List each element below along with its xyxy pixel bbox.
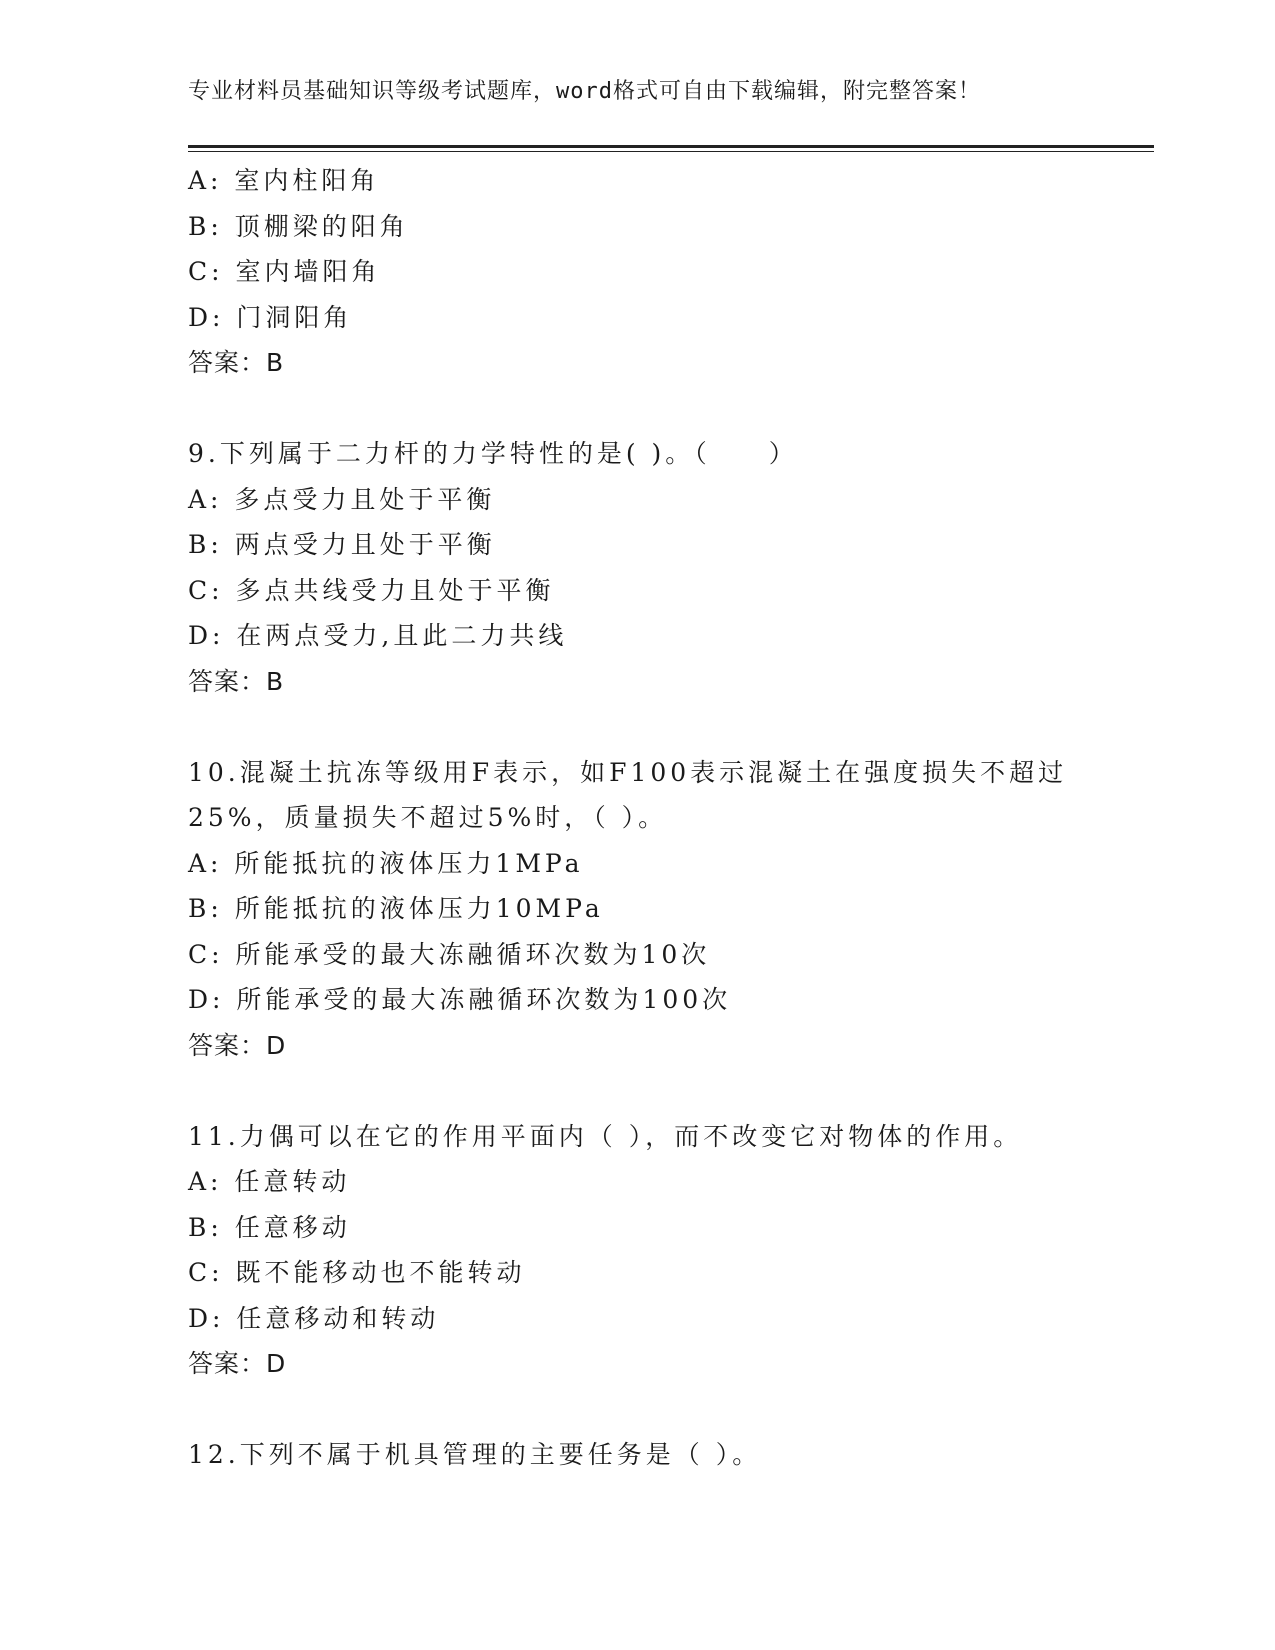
option-d: D: 在两点受力,且此二力共线 xyxy=(188,621,568,650)
option-a: A: 所能抵抗的液体压力1MPa xyxy=(188,848,584,878)
answer-line: 答案：D xyxy=(188,1349,287,1378)
option-d: D: 所能承受的最大冻融循环次数为100次 xyxy=(188,985,732,1014)
question-block-12 xyxy=(188,1432,1088,1478)
question-list xyxy=(188,158,1088,1478)
block-gap xyxy=(188,704,1088,750)
option-c: C: 既不能移动也不能转动 xyxy=(188,1258,526,1287)
question-text: 10.混凝土抗冻等级用F表示，如F100表示混凝土在强度损失不超过 xyxy=(188,757,1068,787)
question-block-9 xyxy=(188,431,1088,704)
block-gap xyxy=(188,1068,1088,1114)
question-text: 9.下列属于二力杆的力学特性的是( )。（ ） xyxy=(188,439,798,468)
answer-line: 答案：D xyxy=(188,1030,287,1060)
question-block-11 xyxy=(188,1114,1088,1387)
question-block-10 xyxy=(188,750,1088,1069)
option-a: A: 多点受力且处于平衡 xyxy=(188,484,496,514)
page-header-title: 专业材料员基础知识等级考试题库，word格式可自由下载编辑，附完整答案！ xyxy=(188,79,981,104)
header-rule-thin xyxy=(188,151,1154,152)
option-b: B: 两点受力且处于平衡 xyxy=(188,530,496,559)
answer-line: 答案：B xyxy=(188,666,285,696)
question-text: 11.力偶可以在它的作用平面内（ ），而不改变它对物体的作用。 xyxy=(188,1121,1023,1151)
option-b: B: 顶棚梁的阳角 xyxy=(188,211,409,241)
option-a: A: 任意转动 xyxy=(188,1167,351,1196)
question-block-8 xyxy=(188,158,1088,386)
option-c: C: 多点共线受力且处于平衡 xyxy=(188,575,555,605)
option-d: D: 任意移动和转动 xyxy=(188,1303,440,1333)
question-text-continued: 25%，质量损失不超过5%时，（ ）。 xyxy=(188,803,668,832)
answer-line: 答案：B xyxy=(188,348,285,377)
option-b: B: 任意移动 xyxy=(188,1212,351,1242)
block-gap xyxy=(188,1387,1088,1433)
option-b: B: 所能抵抗的液体压力10MPa xyxy=(188,894,604,923)
header-rule-thick xyxy=(188,145,1154,148)
option-c: C: 所能承受的最大冻融循环次数为10次 xyxy=(188,939,711,969)
option-a: A: 室内柱阳角 xyxy=(188,166,380,195)
option-c: C: 室内墙阳角 xyxy=(188,257,381,286)
block-gap xyxy=(188,386,1088,432)
option-d: D: 门洞阳角 xyxy=(188,302,353,332)
question-text: 12.下列不属于机具管理的主要任务是（ ）。 xyxy=(188,1440,762,1469)
